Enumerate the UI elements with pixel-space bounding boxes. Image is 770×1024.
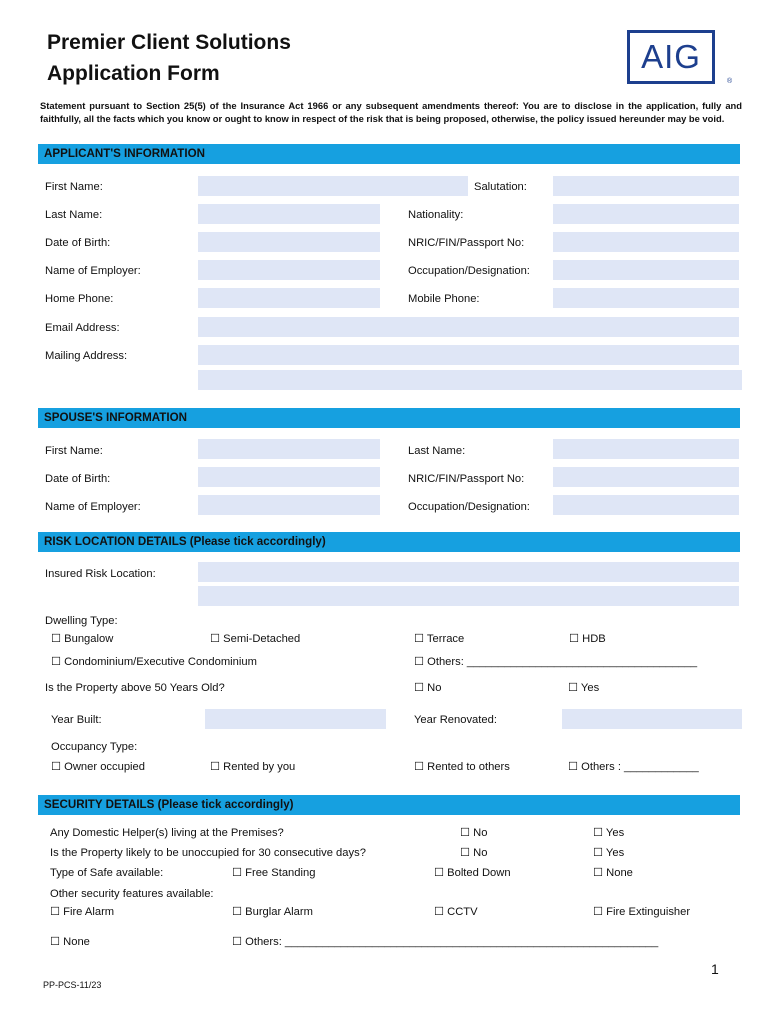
dwelling-others-checkbox[interactable]: ☐ Others: _____________________________________ — [414, 656, 698, 668]
helpers-question: Any Domestic Helper(s) living at the Premises? — [50, 827, 284, 839]
safe-none-checkbox[interactable]: ☐ None — [593, 867, 633, 879]
applicant-employer-field[interactable] — [198, 260, 380, 280]
spouse-employer-field[interactable] — [198, 495, 380, 515]
security-heading: SECURITY DETAILS (Please tick accordingly) — [44, 798, 294, 811]
helpers-yes-checkbox[interactable]: ☐ Yes — [593, 827, 625, 839]
spouse-heading: SPOUSE'S INFORMATION — [44, 411, 187, 424]
statement-text: Statement pursuant to Section 25(5) of the Insurance Act 1966 or any subsequent amendments thereof: You are to disclose in the application, fully and faithfully, all the facts which you know or ought to know in respect of the risk that is being proposed, otherwise, the policy issued hereunder may be void. — [40, 100, 742, 124]
risk-section-header — [38, 532, 740, 552]
occupancy-type-label: Occupancy Type: — [51, 741, 138, 753]
security-section-header — [38, 795, 740, 815]
feature-none-checkbox[interactable]: ☐ None — [50, 936, 90, 948]
applicant-employer-label: Name of Employer: — [45, 265, 141, 277]
owner-occupied-checkbox[interactable]: ☐ Owner occupied — [51, 761, 145, 773]
risk-heading: RISK LOCATION DETAILS (Please tick accordingly) — [44, 535, 326, 548]
mailing-address-field-2[interactable] — [198, 370, 742, 390]
occupancy-others-checkbox[interactable]: ☐ Others : ____________ — [568, 761, 699, 773]
applicant-occupation-field[interactable] — [553, 260, 739, 280]
year-built-label: Year Built: — [51, 714, 102, 726]
applicant-last-name-label: Last Name: — [45, 209, 103, 221]
year-renovated-label: Year Renovated: — [414, 714, 497, 726]
spouse-last-name-label: Last Name: — [408, 445, 466, 457]
bolted-down-checkbox[interactable]: ☐ Bolted Down — [434, 867, 511, 879]
spouse-occupation-label: Occupation/Designation: — [408, 501, 530, 513]
spouse-occupation-field[interactable] — [553, 495, 739, 515]
insured-location-field-1[interactable] — [198, 562, 739, 582]
spouse-first-name-label: First Name: — [45, 445, 103, 457]
fire-alarm-checkbox[interactable]: ☐ Fire Alarm — [50, 906, 115, 918]
spouse-employer-label: Name of Employer: — [45, 501, 141, 513]
spouse-section-header — [38, 408, 740, 428]
page-number: 1 — [711, 961, 719, 977]
above-50-question: Is the Property above 50 Years Old? — [45, 682, 225, 694]
unoccupied-no-checkbox[interactable]: ☐ No — [460, 847, 488, 859]
above-50-yes-checkbox[interactable]: ☐ Yes — [568, 682, 600, 694]
spouse-dob-label: Date of Birth: — [45, 473, 111, 485]
spouse-nric-label: NRIC/FIN/Passport No: — [408, 473, 525, 485]
applicant-occupation-label: Occupation/Designation: — [408, 265, 530, 277]
spouse-last-name-field[interactable] — [553, 439, 739, 459]
semi-detached-checkbox[interactable]: ☐ Semi-Detached — [210, 633, 301, 645]
registered-mark: ® — [727, 78, 733, 85]
applicant-first-name-label: First Name: — [45, 181, 103, 193]
year-renovated-field[interactable] — [562, 709, 742, 729]
terrace-checkbox[interactable]: ☐ Terrace — [414, 633, 465, 645]
unoccupied-question: Is the Property likely to be unoccupied for 30 consecutive days? — [50, 847, 366, 859]
condo-checkbox[interactable]: ☐ Condominium/Executive Condominium — [51, 656, 257, 668]
burglar-alarm-checkbox[interactable]: ☐ Burglar Alarm — [232, 906, 313, 918]
feature-others-checkbox[interactable]: ☐ Others: ____________________________________________________________ — [232, 936, 659, 948]
applicant-first-name-field[interactable] — [198, 176, 468, 196]
applicant-dob-field[interactable] — [198, 232, 380, 252]
home-phone-label: Home Phone: — [45, 293, 114, 305]
other-features-label: Other security features available: — [50, 888, 214, 900]
nationality-field[interactable] — [553, 204, 739, 224]
form-title-line2: Application Form — [47, 62, 220, 85]
rented-by-you-checkbox[interactable]: ☐ Rented by you — [210, 761, 296, 773]
spouse-nric-field[interactable] — [553, 467, 739, 487]
fire-extinguisher-checkbox[interactable]: ☐ Fire Extinguisher — [593, 906, 691, 918]
email-field[interactable] — [198, 317, 739, 337]
mobile-phone-field[interactable] — [553, 288, 739, 308]
salutation-label: Salutation: — [474, 181, 527, 193]
unoccupied-yes-checkbox[interactable]: ☐ Yes — [593, 847, 625, 859]
bungalow-checkbox[interactable]: ☐ Bungalow — [51, 633, 114, 645]
form-title-line1: Premier Client Solutions — [47, 31, 291, 54]
safe-type-label: Type of Safe available: — [50, 867, 164, 879]
applicant-heading: APPLICANT'S INFORMATION — [44, 147, 205, 160]
insured-location-label: Insured Risk Location: — [45, 568, 156, 580]
applicant-nric-field[interactable] — [553, 232, 739, 252]
mailing-address-field-1[interactable] — [198, 345, 739, 365]
applicant-section-header — [38, 144, 740, 164]
mobile-phone-label: Mobile Phone: — [408, 293, 480, 305]
free-standing-checkbox[interactable]: ☐ Free Standing — [232, 867, 316, 879]
hdb-checkbox[interactable]: ☐ HDB — [569, 633, 606, 645]
email-label: Email Address: — [45, 322, 120, 334]
form-code: PP-PCS-11/23 — [43, 980, 102, 990]
applicant-dob-label: Date of Birth: — [45, 237, 111, 249]
salutation-field[interactable] — [553, 176, 739, 196]
rented-to-others-checkbox[interactable]: ☐ Rented to others — [414, 761, 510, 773]
helpers-no-checkbox[interactable]: ☐ No — [460, 827, 488, 839]
above-50-no-checkbox[interactable]: ☐ No — [414, 682, 442, 694]
insured-location-field-2[interactable] — [198, 586, 739, 606]
aig-logo: AIG — [627, 30, 715, 84]
applicant-nric-label: NRIC/FIN/Passport No: — [408, 237, 525, 249]
nationality-label: Nationality: — [408, 209, 464, 221]
applicant-last-name-field[interactable] — [198, 204, 380, 224]
home-phone-field[interactable] — [198, 288, 380, 308]
spouse-dob-field[interactable] — [198, 467, 380, 487]
cctv-checkbox[interactable]: ☐ CCTV — [434, 906, 478, 918]
dwelling-type-label: Dwelling Type: — [45, 615, 118, 627]
mailing-address-label: Mailing Address: — [45, 350, 128, 362]
year-built-field[interactable] — [205, 709, 386, 729]
spouse-first-name-field[interactable] — [198, 439, 380, 459]
